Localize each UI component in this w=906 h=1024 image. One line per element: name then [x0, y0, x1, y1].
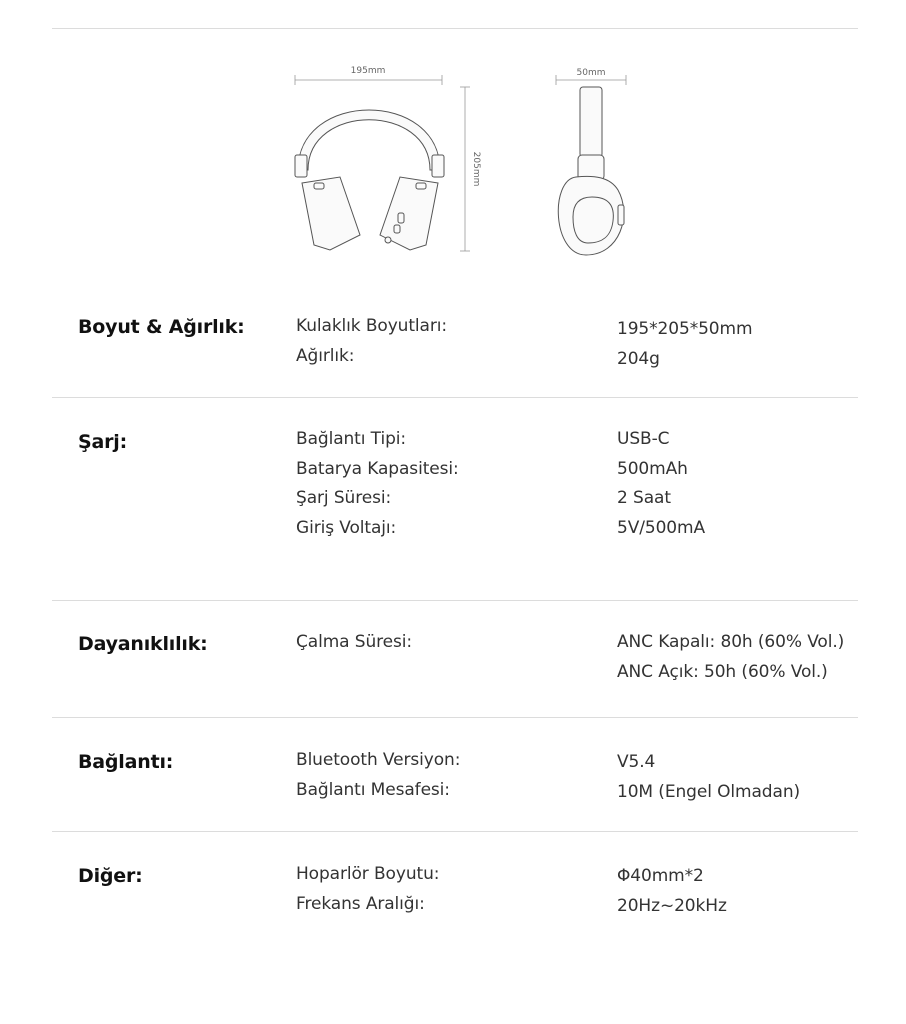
spec-values	[617, 315, 752, 374]
headphone-dimension-diagram	[280, 55, 660, 265]
spec-label: Kulaklık Boyutları:	[296, 316, 448, 336]
section-title: Dayanıklılık:	[78, 633, 208, 655]
height-label: 205mm	[471, 151, 481, 187]
height-dimension-line	[460, 87, 470, 251]
section-title: Şarj:	[78, 431, 127, 453]
spec-label: Ağırlık:	[296, 345, 355, 366]
spec-value: 2 Saat	[617, 488, 671, 508]
spec-label: Çalma Süresi:	[296, 632, 413, 652]
spec-label: Bağlantı Mesafesi:	[296, 779, 450, 800]
spec-value: ANC Kapalı: 80h (60% Vol.)	[617, 632, 845, 652]
depth-label: 50mm	[576, 68, 606, 78]
spec-value: V5.4	[617, 752, 656, 772]
section-title: Diğer:	[78, 865, 143, 887]
divider	[52, 600, 858, 601]
spec-label: Batarya Kapasitesi:	[296, 458, 459, 479]
width-dimension-line	[295, 75, 442, 85]
section-title: Boyut & Ağırlık:	[78, 316, 245, 338]
divider	[52, 831, 858, 832]
spec-values	[617, 425, 705, 543]
spec-label: Bluetooth Versiyon:	[296, 750, 461, 770]
divider	[52, 397, 858, 398]
spec-label: Hoparlör Boyutu:	[296, 864, 440, 884]
spec-value: ANC Açık: 50h (60% Vol.)	[617, 661, 828, 682]
section-title: Bağlantı:	[78, 751, 174, 773]
spec-labels	[296, 860, 439, 919]
spec-label: Frekans Aralığı:	[296, 893, 425, 914]
spec-values	[617, 748, 800, 807]
spec-value: 204g	[617, 348, 660, 369]
spec-labels	[296, 746, 460, 805]
width-label: 195mm	[350, 66, 386, 76]
spec-value: 5V/500mA	[617, 517, 706, 538]
spec-labels	[296, 628, 412, 658]
spec-value: 10M (Engel Olmadan)	[617, 781, 801, 802]
spec-value: 20Hz~20kHz	[617, 895, 727, 916]
spec-label: Giriş Voltajı:	[296, 517, 397, 538]
spec-label: Şarj Süresi:	[296, 488, 392, 508]
top-divider	[52, 28, 858, 29]
spec-value: Φ40mm*2	[617, 866, 704, 886]
spec-labels	[296, 312, 447, 371]
headphone-side-icon	[558, 87, 624, 255]
spec-value: 500mAh	[617, 458, 688, 479]
spec-label: Bağlantı Tipi:	[296, 429, 407, 449]
divider	[52, 717, 858, 718]
spec-labels	[296, 425, 459, 543]
spec-value: 195*205*50mm	[617, 319, 753, 339]
headphone-front-icon	[295, 110, 444, 250]
spec-value: USB-C	[617, 429, 670, 449]
spec-values	[617, 628, 844, 687]
spec-values	[617, 862, 727, 921]
